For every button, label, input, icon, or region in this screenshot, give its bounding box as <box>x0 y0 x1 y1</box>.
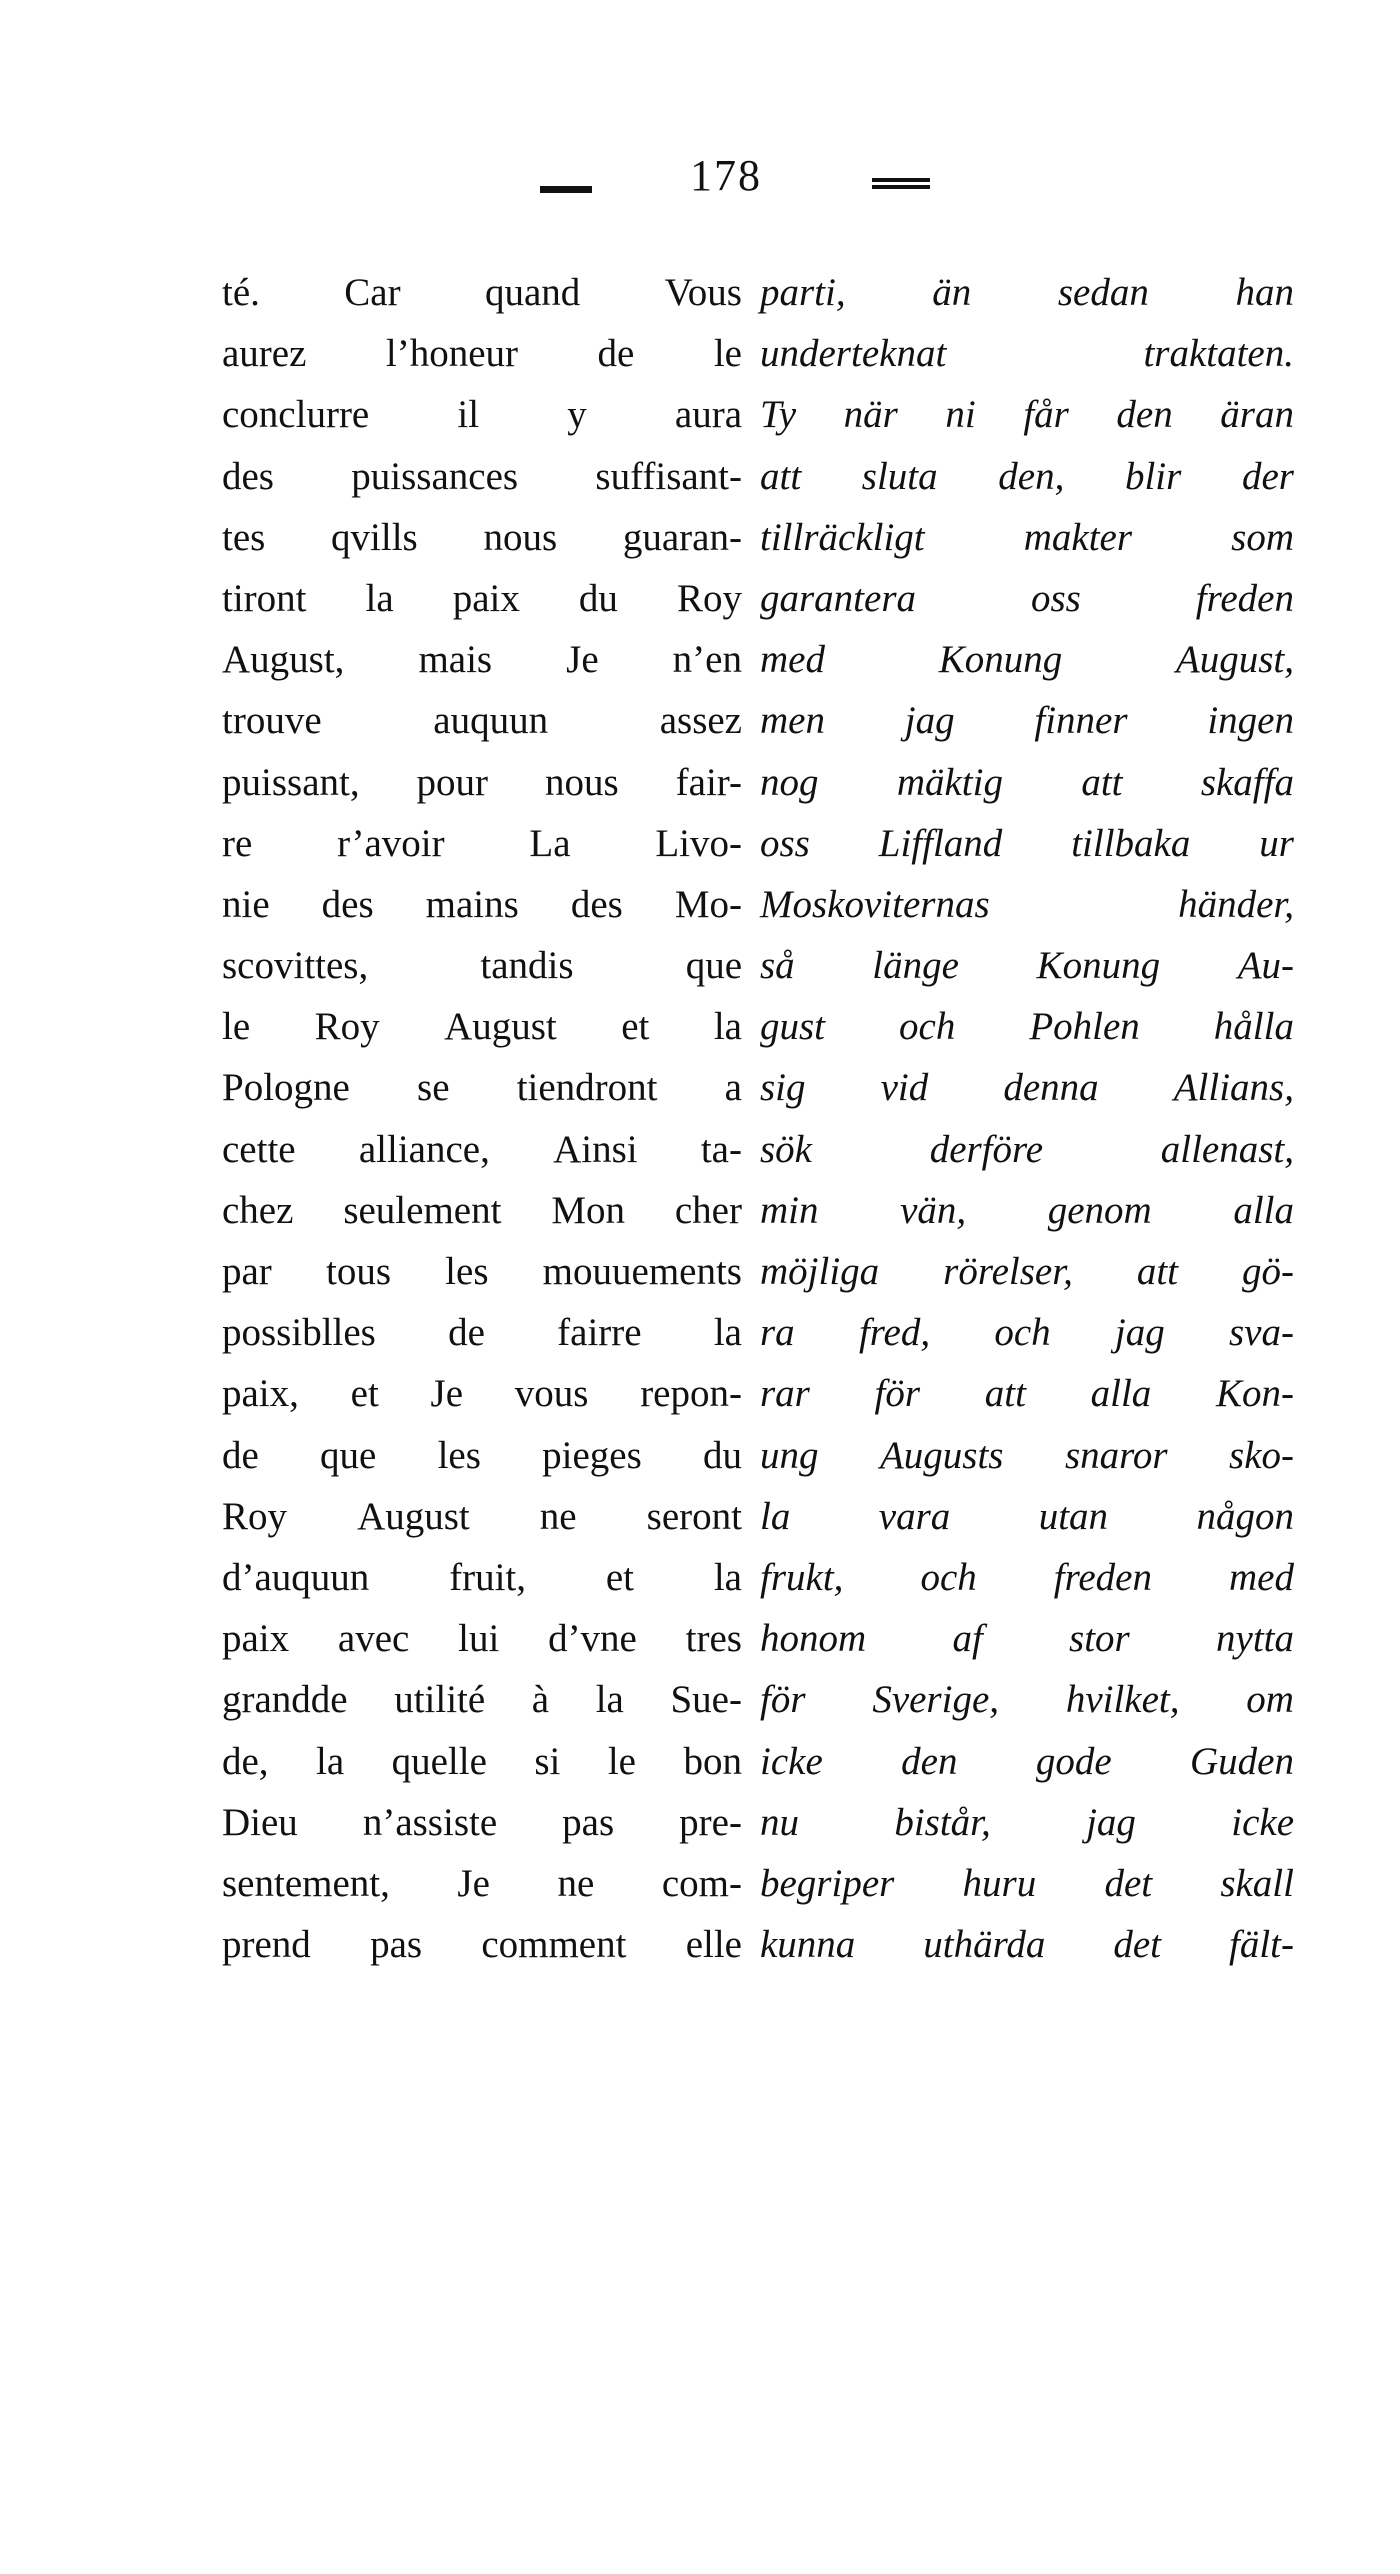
header-left-ornament <box>540 186 592 193</box>
swedish-text-line: min vän, genom alla <box>760 1188 1294 1232</box>
swedish-text-line: att sluta den, blir der <box>760 454 1294 498</box>
page-number: 178 <box>690 151 762 200</box>
swedish-text-line: honom af stor nytta <box>760 1617 1294 1661</box>
french-text-line: conclurre il y aura <box>222 393 742 437</box>
french-text-line: trouve auquun assez <box>222 699 742 743</box>
swedish-text-line: med Konung August, <box>760 638 1294 682</box>
french-text-line: Dieu n’assiste pas pre- <box>222 1800 742 1844</box>
french-text-line: scovittes, tandis que <box>222 944 742 988</box>
french-text-line: té. Car quand Vous <box>222 271 742 314</box>
swedish-text-line: sig vid denna Allians, <box>760 1066 1294 1110</box>
swedish-text-line: gust och Pohlen hålla <box>760 1005 1294 1049</box>
french-text-line: de, la quelle si le bon <box>222 1739 742 1783</box>
french-text-line: le Roy August et la <box>222 1005 742 1049</box>
french-text-line: puissant, pour nous fair- <box>222 760 742 804</box>
french-column <box>222 262 742 1975</box>
french-text-line: cette alliance, Ainsi ta- <box>222 1127 742 1171</box>
french-text-line: August, mais Je n’en <box>222 638 742 682</box>
swedish-text-line: begriper huru det skall <box>760 1861 1294 1905</box>
french-text-line: tes qvills nous guaran- <box>222 515 742 559</box>
french-text-line: d’auquun fruit, et la <box>222 1555 742 1599</box>
french-text-line: nie des mains des Mo- <box>222 882 742 926</box>
french-text-line: paix avec lui d’vne tres <box>222 1617 742 1661</box>
swedish-text-line: icke den gode Guden <box>760 1739 1294 1783</box>
swedish-text-line: underteknat traktaten. <box>760 332 1294 376</box>
swedish-text-line: men jag finner ingen <box>760 699 1294 743</box>
french-text-line: re r’avoir La Livo- <box>222 821 742 865</box>
french-text-line: sentement, Je ne com- <box>222 1861 742 1905</box>
swedish-text-line: Ty när ni får den äran <box>760 393 1294 437</box>
swedish-text-line: kunna uthärda det fält- <box>760 1923 1294 1967</box>
french-text-line: des puissances suffisant- <box>222 454 742 498</box>
french-text-line: prend pas comment elle <box>222 1923 742 1967</box>
french-text-line: Pologne se tiendront a <box>222 1066 742 1110</box>
swedish-text-line: rar för att alla Kon- <box>760 1372 1294 1416</box>
swedish-text-line: tillräckligt makter som <box>760 515 1294 559</box>
swedish-text-line: Moskoviternas händer, <box>760 882 1294 926</box>
swedish-text-line: ra fred, och jag sva- <box>760 1311 1294 1355</box>
french-text-line: Roy August ne seront <box>222 1494 742 1538</box>
swedish-text-line: ung Augusts snaror sko- <box>760 1433 1294 1477</box>
swedish-text-line: sök derföre allenast, <box>760 1127 1294 1171</box>
swedish-text-line: nu bistår, jag icke <box>760 1800 1294 1844</box>
french-text-line: chez seulement Mon cher <box>222 1188 742 1232</box>
swedish-text-line: möjliga rörelser, att gö- <box>760 1250 1294 1293</box>
page-header <box>0 140 1400 220</box>
french-text-line: tiront la paix du Roy <box>222 576 742 620</box>
french-text-line: par tous les mouuements <box>222 1250 742 1293</box>
swedish-text-line: parti, än sedan han <box>760 271 1294 314</box>
french-text-line: paix, et Je vous repon- <box>222 1372 742 1416</box>
french-text-line: grandde utilité à la Sue- <box>222 1678 742 1722</box>
french-text-line: aurez l’honeur de le <box>222 332 742 376</box>
header-right-ornament <box>872 178 930 192</box>
swedish-text-line: frukt, och freden med <box>760 1555 1294 1599</box>
swedish-text-line: nog mäktig att skaffa <box>760 760 1294 804</box>
swedish-text-line: oss Liffland tillbaka ur <box>760 821 1294 865</box>
swedish-column <box>760 262 1294 1975</box>
swedish-text-line: så länge Konung Au- <box>760 944 1294 988</box>
swedish-text-line: la vara utan någon <box>760 1494 1294 1538</box>
swedish-text-line: garantera oss freden <box>760 576 1294 620</box>
swedish-text-line: för Sverige, hvilket, om <box>760 1678 1294 1722</box>
french-text-line: possiblles de fairre la <box>222 1311 742 1355</box>
french-text-line: de que les pieges du <box>222 1433 742 1477</box>
